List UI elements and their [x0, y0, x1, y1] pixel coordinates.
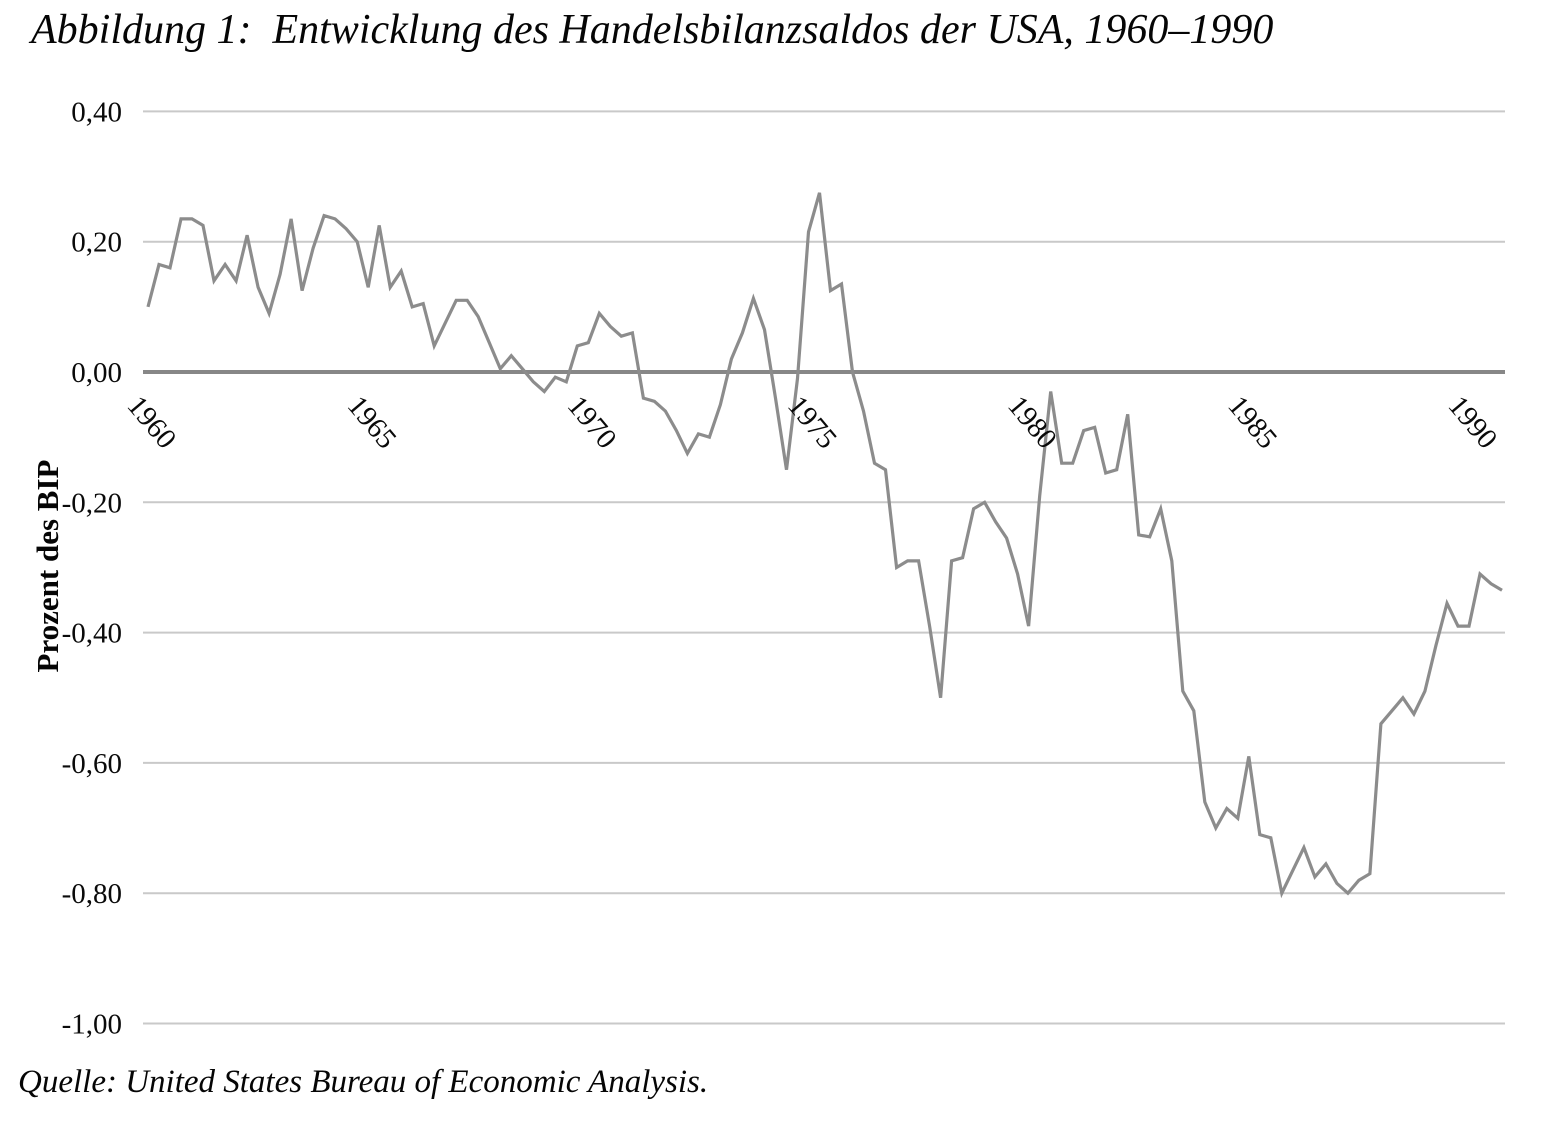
y-axis-title: Prozent des BIP: [30, 459, 65, 673]
x-tick-label: 1960: [120, 389, 183, 455]
y-tick-label: 0,20: [71, 226, 122, 259]
x-tick-label: 1990: [1441, 389, 1504, 455]
x-tick-label: 1975: [781, 389, 843, 455]
y-tick-label: 0,40: [71, 96, 122, 129]
x-tick-label: 1985: [1221, 389, 1284, 455]
source-note: Quelle: United States Bureau of Economic Analysis.: [18, 1064, 709, 1100]
y-tick-label: -1,00: [61, 1008, 122, 1041]
x-tick-label: 1965: [340, 389, 403, 455]
data-line-trade-balance: [148, 193, 1502, 893]
y-tick-label: -0,80: [61, 878, 122, 911]
y-tick-label: -0,40: [61, 617, 122, 650]
y-tick-label: 0,00: [71, 357, 122, 389]
x-tick-label: 1980: [1001, 389, 1064, 455]
y-tick-label: -0,60: [61, 747, 122, 780]
x-tick-label: 1970: [560, 389, 623, 455]
figure-title: Abbildung 1: Entwicklung des Handelsbilanzsaldos der USA, 1960–1990: [31, 7, 1274, 53]
y-tick-label: -0,20: [61, 487, 122, 520]
